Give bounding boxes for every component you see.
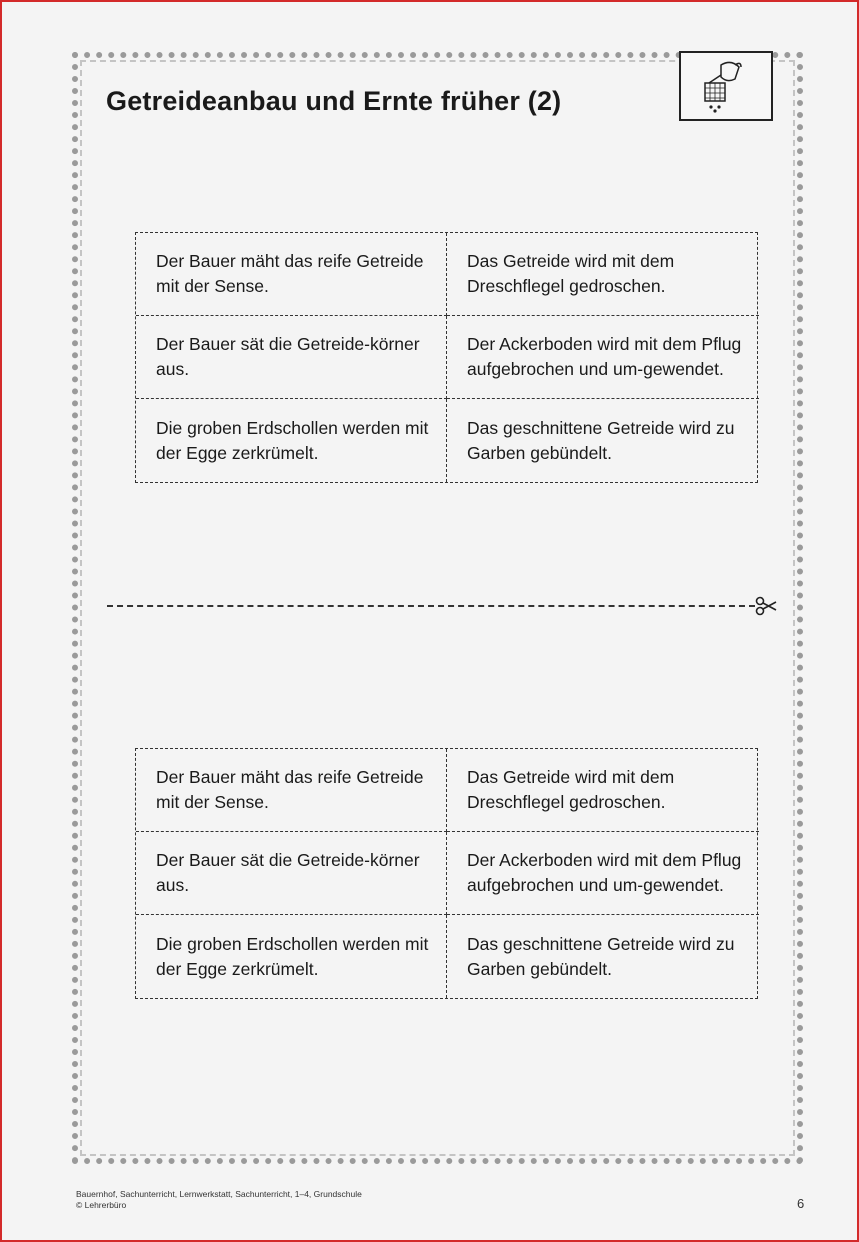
card-text: Die groben Erdschollen werden mit der Egge zerkrümelt.	[156, 417, 429, 463]
card	[447, 832, 759, 915]
card-text: Der Bauer mäht das reife Getreide mit der Sense.	[156, 251, 424, 296]
page-number: 6	[797, 1196, 805, 1211]
footer	[76, 1189, 362, 1211]
card-table-top	[135, 232, 758, 483]
card	[136, 832, 447, 915]
card	[447, 399, 759, 482]
card-text: Die groben Erdschollen werden mit der Egge zerkrümelt.	[156, 933, 429, 979]
watering-can-icon	[679, 51, 773, 121]
card-text: Das geschnittene Getreide wird zu Garben gebündelt.	[467, 933, 735, 979]
card	[136, 915, 447, 998]
card-table-bottom	[135, 748, 758, 999]
card-text: Der Ackerboden wird mit dem Pflug aufgebrochen und um-gewendet.	[467, 850, 742, 895]
card	[447, 316, 759, 399]
card	[447, 233, 759, 316]
card	[447, 915, 759, 998]
card-text: Das geschnittene Getreide wird zu Garben gebündelt.	[467, 417, 735, 463]
card	[136, 316, 447, 399]
scissors-icon	[754, 594, 778, 618]
card-text: Der Ackerboden wird mit dem Pflug aufgebrochen und um-gewendet.	[467, 334, 742, 379]
card-text: Der Bauer mäht das reife Getreide mit der Sense.	[156, 767, 424, 812]
card-text: Der Bauer sät die Getreide-körner aus.	[156, 334, 420, 379]
footer-copyright: © Lehrerbüro	[76, 1200, 127, 1210]
page-title: Getreideanbau und Ernte früher (2)	[106, 86, 562, 116]
card-text: Der Bauer sät die Getreide-körner aus.	[156, 850, 420, 895]
card	[136, 749, 447, 832]
footer-source: Bauernhof, Sachunterricht, Lernwerkstatt, Sachunterricht, 1–4, Grundschule	[76, 1189, 362, 1199]
card-text: Das Getreide wird mit dem Dreschflegel gedroschen.	[467, 767, 675, 812]
card-text: Das Getreide wird mit dem Dreschflegel gedroschen.	[467, 251, 675, 296]
card	[136, 233, 447, 316]
card	[136, 399, 447, 482]
cut-line	[107, 605, 755, 607]
card	[447, 749, 759, 832]
